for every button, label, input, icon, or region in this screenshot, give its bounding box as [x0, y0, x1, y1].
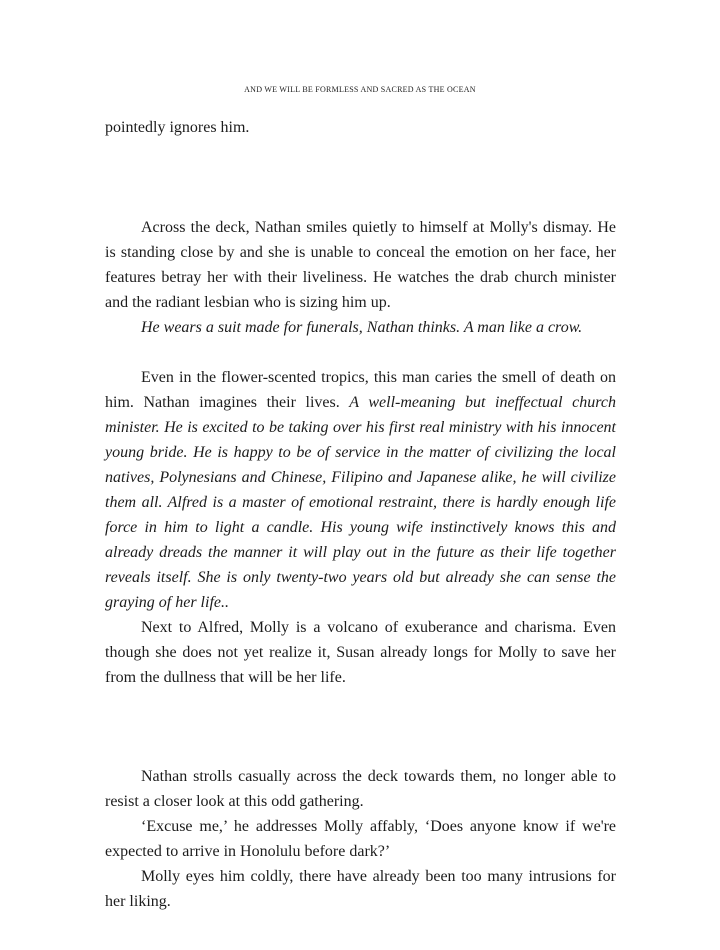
paragraph-excuse-me: ‘Excuse me,’ he addresses Molly affably, ‘Does anyone know if we're expected to arrive in Honolulu before dark?’: [105, 818, 616, 860]
running-header: AND WE WILL BE FORMLESS AND SACRED AS THE OCEAN: [244, 85, 476, 94]
paragraph-next-to-alfred: Next to Alfred, Molly is a volcano of exuberance and charisma. Even though she does not yet realize it, Susan already longs for Molly to save her from the dullness that will be her life.: [105, 619, 616, 686]
paragraph-molly-eyes: Molly eyes him coldly, there have already been too many intrusions for her liking.: [105, 868, 616, 910]
paragraph-nathan-strolls: Nathan strolls casually across the deck towards them, no longer able to resist a closer look at this odd gathering.: [105, 768, 616, 810]
paragraph-across-deck: Across the deck, Nathan smiles quietly to himself at Molly's dismay. He is standing close by and she is unable to conceal the emotion on her face, her features betray her with their liveliness. He watches the drab church minister and the radiant lesbian who is sizing him up.: [105, 219, 616, 311]
paragraph-imagined-lives: [105, 365, 616, 615]
page-body: [105, 115, 616, 914]
paragraph-carryover-fragment: pointedly ignores him.: [105, 119, 250, 136]
paragraph-crow-thought: He wears a suit made for funerals, Nathan thinks. A man like a crow.: [141, 319, 583, 336]
imagined-lives-roman-text: Even in the flower-scented tropics, this man caries the smell of death on him. Nathan imagines their lives.: [105, 369, 616, 411]
imagined-lives-italic-text: A well-meaning but ineffectual church minister. He is excited to be taking over his first real ministry with his innocent young bride. He is happy to be of service in the matter of civilizing the local natives, Polynesians and Chinese, Filipino and Japanese alike, he will civilize them all. Alfred is a master of emotional restraint, there is hardly enough life force in him to light a candle. His young wife instinctively knows this and already dreads the manner it will play out in the future as their life together reveals itself. She is only twenty-two years old but already she can sense the graying of her life..: [105, 394, 616, 611]
